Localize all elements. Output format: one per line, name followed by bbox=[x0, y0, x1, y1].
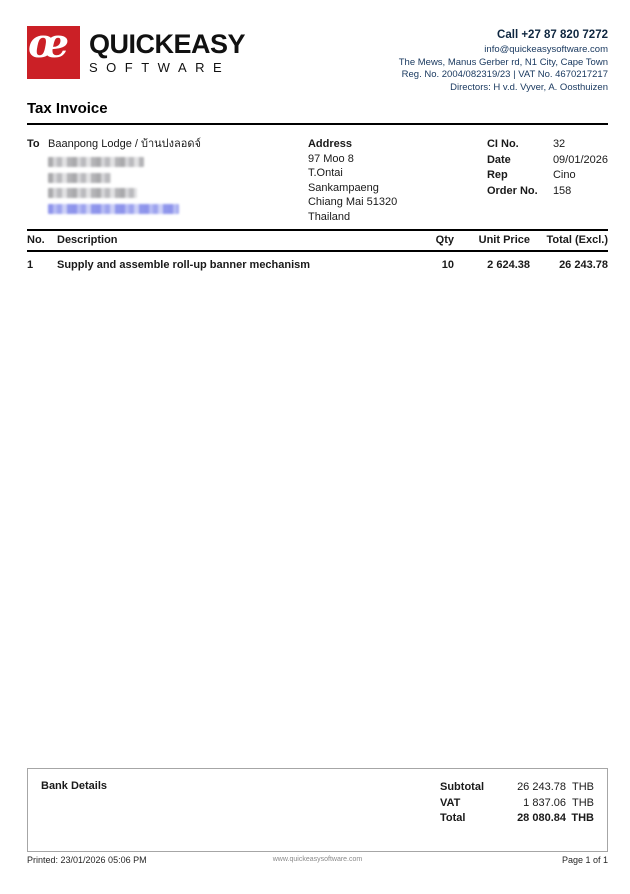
page-number: Page 1 of 1 bbox=[561, 855, 608, 865]
subtotal-value: 26 243.78 bbox=[517, 781, 566, 793]
vat-label: VAT bbox=[440, 796, 461, 809]
subtotal-currency: THB bbox=[572, 781, 594, 793]
total-row bbox=[440, 811, 594, 827]
line-items-section bbox=[27, 229, 608, 273]
order-no-value: 158 bbox=[552, 184, 572, 197]
item-total: 26 243.78 bbox=[559, 259, 608, 271]
contact-registration: Reg. No. 2004/082319/23 | VAT No. 4670217217 bbox=[401, 69, 608, 80]
item-no: 1 bbox=[27, 259, 34, 271]
meta-row-date bbox=[487, 153, 608, 169]
address-line: Chiang Mai 51320 bbox=[307, 196, 398, 209]
billing-info-section bbox=[27, 137, 608, 225]
customer-name: Baanpong Lodge / บ้านปงลอดจ์ bbox=[48, 138, 201, 150]
brand-text bbox=[89, 26, 245, 75]
col-header-total: Total (Excl.) bbox=[546, 234, 608, 246]
redacted-address-block bbox=[48, 157, 308, 214]
redacted-line bbox=[48, 157, 144, 167]
contact-address: The Mews, Manus Gerber rd, N1 City, Cape Town bbox=[398, 56, 608, 68]
redacted-email-line bbox=[48, 204, 179, 214]
col-header-unit-price: Unit Price bbox=[478, 234, 530, 246]
page-title: Tax Invoice bbox=[27, 100, 108, 117]
ci-no-label: CI No. bbox=[486, 138, 519, 150]
table-row bbox=[27, 251, 608, 273]
vat-currency: THB bbox=[572, 796, 594, 809]
total-currency: THB bbox=[571, 812, 594, 825]
brand-subtitle: SOFTWARE bbox=[89, 60, 231, 75]
company-contact-block bbox=[399, 26, 608, 94]
bank-details-label: Bank Details bbox=[41, 780, 108, 792]
address-line: T.Ontai bbox=[307, 167, 343, 180]
date-label: Date bbox=[486, 153, 511, 166]
printed-timestamp: Printed: 23/01/2026 05:06 PM bbox=[27, 855, 147, 865]
to-label: To bbox=[27, 138, 40, 150]
redacted-line bbox=[48, 173, 111, 183]
table-header-row bbox=[27, 230, 608, 251]
contact-email: info@quickeasysoftware.com bbox=[484, 44, 608, 55]
address-line: 97 Moo 8 bbox=[307, 152, 354, 165]
company-logo bbox=[27, 20, 246, 94]
redacted-line bbox=[48, 188, 137, 198]
item-description: Supply and assemble roll-up banner mechanism bbox=[57, 259, 311, 271]
title-block bbox=[27, 100, 608, 125]
meta-row-rep bbox=[487, 168, 608, 184]
invoice-meta-column bbox=[487, 137, 608, 225]
bill-to-row bbox=[27, 137, 308, 151]
quickeasy-logo-icon bbox=[27, 20, 80, 79]
vat-value: 1 837.06 bbox=[523, 796, 566, 809]
order-no-label: Order No. bbox=[486, 184, 538, 197]
line-items-table bbox=[27, 229, 608, 273]
bill-to-column bbox=[27, 137, 308, 225]
subtotal-label: Subtotal bbox=[440, 781, 484, 793]
ci-no-value: 32 bbox=[552, 138, 566, 150]
brand-name: QUICKEASY bbox=[89, 29, 246, 59]
total-label: Total bbox=[440, 812, 466, 825]
total-value: 28 080.84 bbox=[517, 812, 566, 825]
col-header-no: No. bbox=[27, 234, 45, 246]
address-label: Address bbox=[307, 138, 352, 150]
summary-box bbox=[27, 768, 608, 852]
logo-glyph: œ bbox=[28, 20, 70, 67]
subtotal-row bbox=[440, 780, 594, 796]
page-header bbox=[27, 20, 608, 94]
date-value: 09/01/2026 bbox=[552, 153, 608, 166]
footer-website: www.quickeasysoftware.com bbox=[272, 856, 363, 863]
meta-row-ci-no bbox=[487, 137, 608, 153]
contact-directors: Directors: H v.d. Vyver, A. Oosthuizen bbox=[450, 81, 608, 93]
vat-row bbox=[440, 796, 594, 812]
rep-label: Rep bbox=[486, 169, 508, 182]
address-line: Thailand bbox=[307, 210, 351, 223]
totals-block bbox=[440, 780, 594, 840]
address-line: Sankampaeng bbox=[307, 181, 379, 194]
contact-phone: Call +27 87 820 7272 bbox=[497, 29, 608, 41]
meta-row-order-no bbox=[487, 184, 608, 200]
col-header-description: Description bbox=[57, 234, 118, 246]
col-header-qty: Qty bbox=[435, 234, 454, 246]
rep-value: Cino bbox=[552, 169, 576, 182]
address-column bbox=[308, 137, 487, 225]
page-footer bbox=[27, 855, 608, 865]
item-qty: 10 bbox=[441, 259, 454, 271]
item-unit-price: 2 624.38 bbox=[487, 259, 530, 271]
